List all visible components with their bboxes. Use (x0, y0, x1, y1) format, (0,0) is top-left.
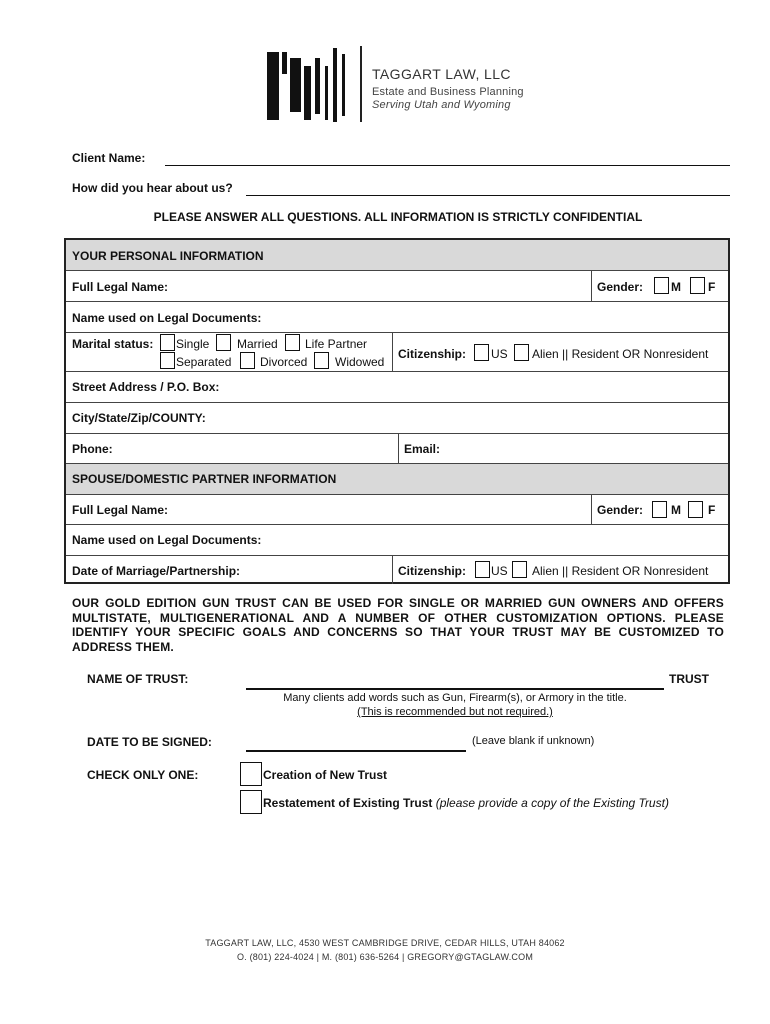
spouse-full-name-row[interactable] (66, 495, 728, 525)
marriage-date-label[interactable]: Date of Marriage/Partnership: (72, 564, 241, 578)
row-divider (392, 556, 393, 584)
marital-life-partner-label: Life Partner (305, 337, 368, 351)
marital-single-label: Single (176, 337, 210, 351)
spouse-gender-f-checkbox[interactable] (688, 501, 703, 518)
personal-name-docs-row[interactable] (66, 302, 728, 333)
phone-label[interactable]: Phone: (72, 442, 113, 456)
spouse-gender-m-checkbox[interactable] (652, 501, 667, 518)
personal-gender-f-checkbox[interactable] (690, 277, 705, 294)
footer-address: TAGGART LAW, LLC, 4530 WEST CAMBRIDGE DRIVE, CEDAR HILLS, UTAH 84062 (205, 938, 565, 948)
street-address-label: Street Address / P.O. Box: (72, 380, 220, 394)
new-trust-checkbox[interactable] (240, 762, 262, 786)
info-form-table (64, 238, 730, 584)
restatement-note: (please provide a copy of the Existing Trust) (435, 796, 669, 810)
spouse-name-docs-label: Name used on Legal Documents: (72, 533, 262, 547)
personal-name-docs-label: Name used on Legal Documents: (72, 311, 262, 325)
restatement-label (263, 796, 669, 810)
restatement-title: Restatement of Existing Trust (263, 796, 433, 810)
trust-name-hint: Many clients add words such as Gun, Firearm(s), or Armory in the title. (283, 692, 627, 704)
personal-city-row[interactable] (66, 403, 728, 434)
trust-name-label: NAME OF TRUST: (87, 672, 189, 686)
personal-citizen-alien-checkbox[interactable] (514, 344, 529, 361)
hear-about-field[interactable] (246, 195, 730, 196)
spouse-name-docs-row[interactable] (66, 525, 728, 556)
marital-married-checkbox[interactable] (216, 334, 231, 351)
personal-section-title: YOUR PERSONAL INFORMATION (72, 249, 264, 263)
trust-name-field[interactable] (246, 688, 664, 690)
personal-gender-label: Gender: (597, 280, 644, 294)
personal-phone-email-row (66, 434, 728, 464)
client-name-label: Client Name: (72, 151, 146, 165)
logo-divider (360, 46, 362, 122)
marital-widowed-label: Widowed (335, 355, 385, 369)
spouse-citizen-alien-label: Alien || Resident OR Nonresident (532, 564, 709, 578)
personal-citizen-us-label: US (491, 347, 508, 361)
spouse-section-header (66, 464, 728, 495)
client-name-field[interactable] (165, 165, 730, 166)
marital-divorced-label: Divorced (260, 355, 308, 369)
spouse-section-title: SPOUSE/DOMESTIC PARTNER INFORMATION (72, 472, 337, 486)
row-divider (591, 271, 592, 301)
spouse-marriage-row (66, 556, 728, 584)
personal-section-header (66, 240, 728, 271)
row-divider (398, 434, 399, 463)
date-signed-hint: (Leave blank if unknown) (472, 735, 595, 747)
hear-about-label: How did you hear about us? (72, 181, 233, 195)
personal-gender-f-label: F (708, 280, 716, 294)
gun-trust-intro: OUR GOLD EDITION GUN TRUST CAN BE USED FOR SINGLE OR MARRIED GUN OWNERS AND OFFERS MULTISTATE, MULTIGENERATIONAL AND A NUMBER OF OTHER CUSTOMIZATION OPTIONS. PLEASE IDENTIFY YOUR SPECIFIC GOALS AND CONCERNS SO THAT YOUR TRUST MAY BE CUSTOMIZED TO ADDRESS THEM. (72, 596, 724, 654)
personal-citizen-alien-label: Alien || Resident OR Nonresident (532, 347, 709, 361)
firm-tagline: Estate and Business Planning (372, 86, 524, 98)
personal-full-name-label: Full Legal Name: (72, 280, 169, 294)
footer-contact: O. (801) 224-4024 | M. (801) 636-5264 | GREGORY@GTAGLAW.COM (236, 952, 534, 962)
marital-single-checkbox[interactable] (160, 334, 175, 351)
marital-life-partner-checkbox[interactable] (285, 334, 300, 351)
trust-suffix: TRUST (669, 672, 709, 686)
date-signed-label: DATE TO BE SIGNED: (87, 735, 212, 749)
marital-married-label: Married (237, 337, 278, 351)
marital-widowed-checkbox[interactable] (314, 352, 329, 369)
marital-divorced-checkbox[interactable] (240, 352, 255, 369)
personal-citizenship-label: Citizenship: (398, 347, 466, 361)
spouse-gender-label: Gender: (597, 503, 644, 517)
spouse-gender-f-label: F (708, 503, 716, 517)
marital-status-label: Marital status: (72, 337, 154, 351)
date-signed-field[interactable] (246, 750, 466, 752)
logo-bars-icon (267, 48, 363, 122)
spouse-citizen-alien-checkbox[interactable] (512, 561, 527, 578)
spouse-citizenship-label: Citizenship: (398, 564, 466, 578)
personal-gender-m-label: M (671, 280, 681, 294)
check-one-label: CHECK ONLY ONE: (87, 768, 199, 782)
personal-full-name-row[interactable] (66, 271, 728, 302)
personal-marital-row (66, 333, 728, 372)
row-divider (392, 333, 393, 371)
spouse-citizen-us-label: US (491, 564, 508, 578)
trust-name-recommendation: (This is recommended but not required.) (357, 706, 553, 718)
personal-gender-m-checkbox[interactable] (654, 277, 669, 294)
personal-citizen-us-checkbox[interactable] (474, 344, 489, 361)
marital-separated-checkbox[interactable] (160, 352, 175, 369)
restatement-checkbox[interactable] (240, 790, 262, 814)
spouse-gender-m-label: M (671, 503, 681, 517)
city-state-zip-label: City/State/Zip/COUNTY: (72, 411, 206, 425)
email-label[interactable]: Email: (404, 442, 441, 456)
row-divider (591, 495, 592, 524)
firm-name: TAGGART LAW, LLC (372, 66, 511, 82)
firm-region: Serving Utah and Wyoming (372, 99, 511, 111)
spouse-citizen-us-checkbox[interactable] (475, 561, 490, 578)
marital-separated-label: Separated (176, 355, 232, 369)
spouse-full-name-label: Full Legal Name: (72, 503, 169, 517)
new-trust-label: Creation of New Trust (263, 768, 388, 782)
personal-street-row[interactable] (66, 372, 728, 403)
confidential-notice: PLEASE ANSWER ALL QUESTIONS. ALL INFORMATION IS STRICTLY CONFIDENTIAL (153, 210, 643, 224)
